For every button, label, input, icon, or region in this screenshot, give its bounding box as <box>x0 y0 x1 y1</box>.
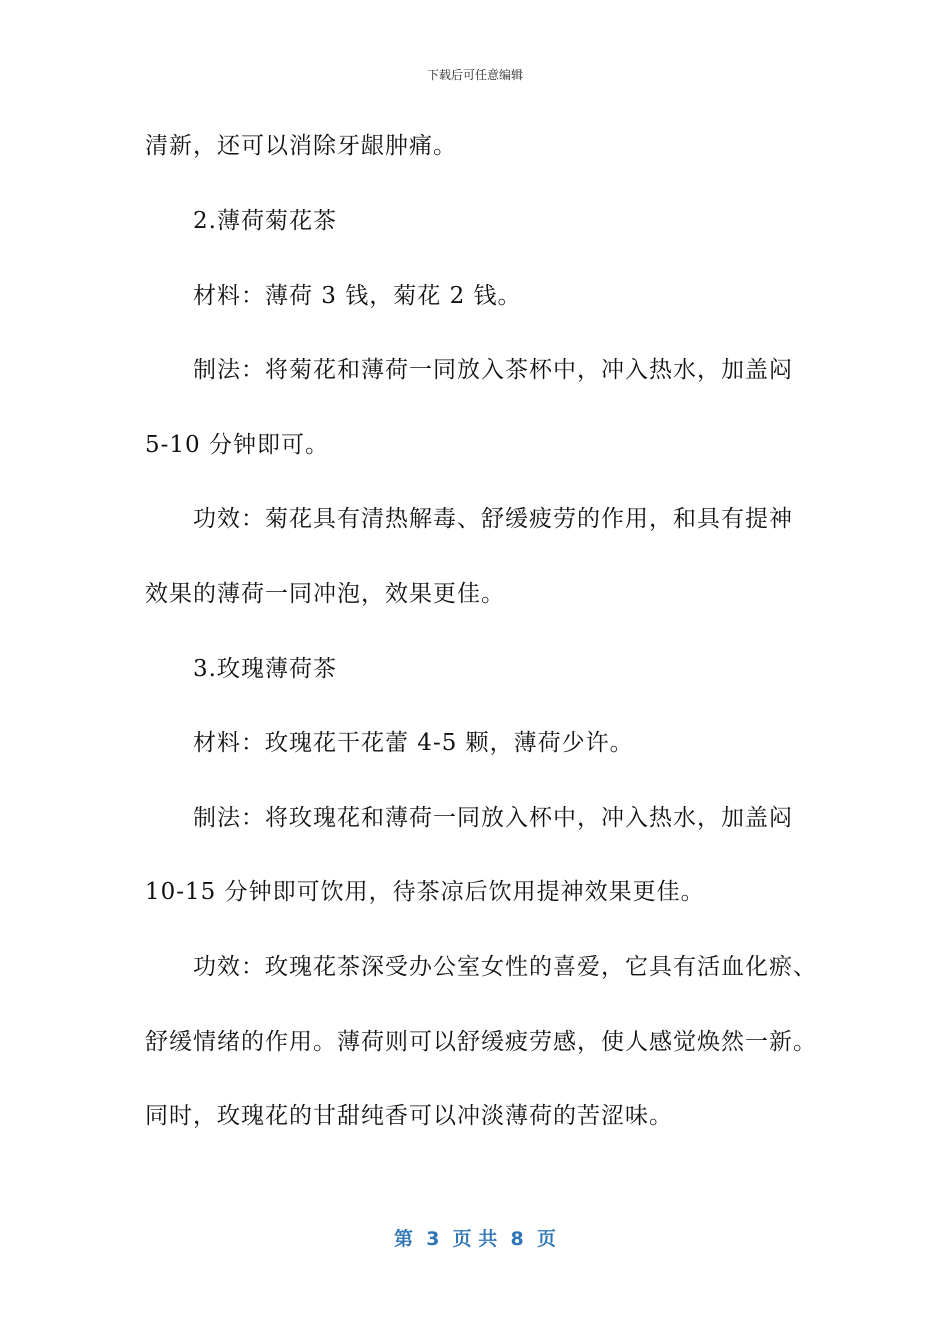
paragraph-line: 功效：菊花具有清热解毒、舒缓疲劳的作用，和具有提神 <box>193 506 793 532</box>
page-number-footer: 第 3 页 共 8 页 <box>394 1228 556 1250</box>
paragraph-line: 功效：玫瑰花茶深受办公室女性的喜爱，它具有活血化瘀、 <box>193 954 817 980</box>
paragraph-line: 材料：玫瑰花干花蕾 4-5 颗，薄荷少许。 <box>193 730 634 756</box>
paragraph-line: 舒缓情绪的作用。薄荷则可以舒缓疲劳感，使人感觉焕然一新。 <box>145 1029 817 1055</box>
paragraph-line: 材料：薄荷 3 钱，菊花 2 钱。 <box>193 283 522 309</box>
paragraph-line: 清新，还可以消除牙龈肿痛。 <box>145 133 457 159</box>
section-heading: 2.薄荷菊花茶 <box>193 208 337 234</box>
paragraph-line: 5-10 分钟即可。 <box>145 432 329 458</box>
paragraph-line: 10-15 分钟即可饮用，待茶凉后饮用提神效果更佳。 <box>145 879 705 905</box>
paragraph-line: 制法：将玫瑰花和薄荷一同放入杯中，冲入热水，加盖闷 <box>193 805 793 831</box>
paragraph-line: 同时，玫瑰花的甘甜纯香可以冲淡薄荷的苦涩味。 <box>145 1103 673 1129</box>
section-heading: 3.玫瑰薄荷茶 <box>193 656 337 682</box>
paragraph-line: 制法：将菊花和薄荷一同放入茶杯中，冲入热水，加盖闷 <box>193 357 793 383</box>
page-header: 下载后可任意编辑 <box>426 68 523 82</box>
paragraph-line: 效果的薄荷一同冲泡，效果更佳。 <box>145 581 505 607</box>
